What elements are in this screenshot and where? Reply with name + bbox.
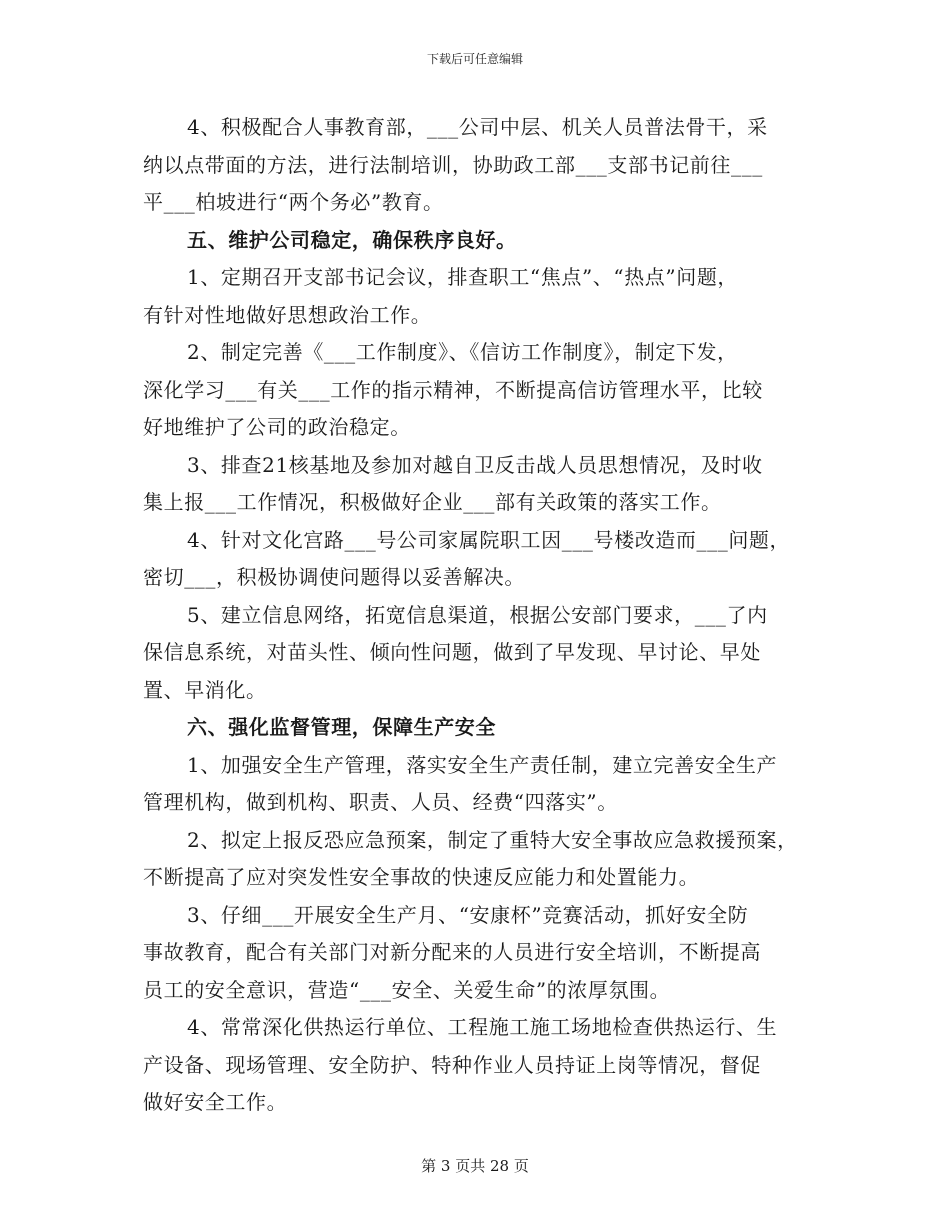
document-body [143,109,813,1122]
page-footer: 第 3 页共 28 页 [421,1157,529,1175]
text-line: 4、常常深化供热运行单位、工程施工施工场地检查供热运行、生 [187,1015,778,1039]
text-line: 3、排查21核基地及参加对越自卫反击战人员思想情况，及时收 [187,452,763,477]
section-heading: 五、维护公司稳定，确保秩序良好。 [187,227,517,252]
text-line: 2、拟定上报反恐应急预案，制定了重特大安全事故应急救援预案， [187,827,798,852]
text-line: 密切___，积极协调使问题得以妥善解决。 [143,565,525,589]
page-header: 下载后可任意编辑 [426,52,523,66]
text-line: 1、加强安全生产管理，落实安全生产责任制，建立完善安全生产 [187,752,778,777]
text-line: 保信息系统，对苗头性、倾向性问题，做到了早发现、早讨论、早处 [143,640,761,664]
text-line: 4、针对文化宫路___号公司家属院职工因___号楼改造而___问题， [187,527,791,552]
section-heading: 六、强化监督管理，保障生产安全 [187,715,496,739]
text-line: 产设备、现场管理、安全防护、特种作业人员持证上岗等情况，督促 [143,1052,761,1077]
text-line: 做好安全工作。 [143,1090,288,1114]
text-line: 平___柏坡进行“两个务必”教育。 [143,190,444,214]
text-line: 管理机构，做到机构、职责、人员、经费“四落实”。 [143,790,618,814]
text-line: 置、早消化。 [143,677,267,702]
text-line: 5、建立信息网络，拓宽信息渠道，根据公安部门要求，___了内 [187,602,768,627]
text-line: 集上报___工作情况，积极做好企业___部有关政策的落实工作。 [143,490,722,514]
text-line: 好地维护了公司的政治稳定。 [143,415,411,439]
text-line: 4、积极配合人事教育部，___公司中层、机关人员普法骨干，采 [187,115,768,139]
text-line: 深化学习___有关___工作的指示精神，不断提高信访管理水平，比较 [143,377,763,402]
text-line: 纳以点带面的方法，进行法制培训，协助政工部___支部书记前往___ [143,152,763,177]
text-line: 1、定期召开支部书记会议，排查职工“焦点”、“热点”问题， [187,265,739,289]
text-line: 2、制定完善《___工作制度》、《信访工作制度》，制定下发， [187,340,738,364]
text-line: 不断提高了应对突发性安全事故的快速反应能力和处置能力。 [143,865,700,889]
text-line: 事故教育，配合有关部门对新分配来的人员进行安全培训，不断提高 [143,940,761,964]
text-line: 有针对性地做好思想政治工作。 [143,302,432,327]
text-line: 3、仔细___开展安全生产月、“安康杯”竞赛活动，抓好安全防 [187,902,749,927]
text-line: 员工的安全意识，营造“___安全、关爱生命”的浓厚氛围。 [143,977,671,1002]
